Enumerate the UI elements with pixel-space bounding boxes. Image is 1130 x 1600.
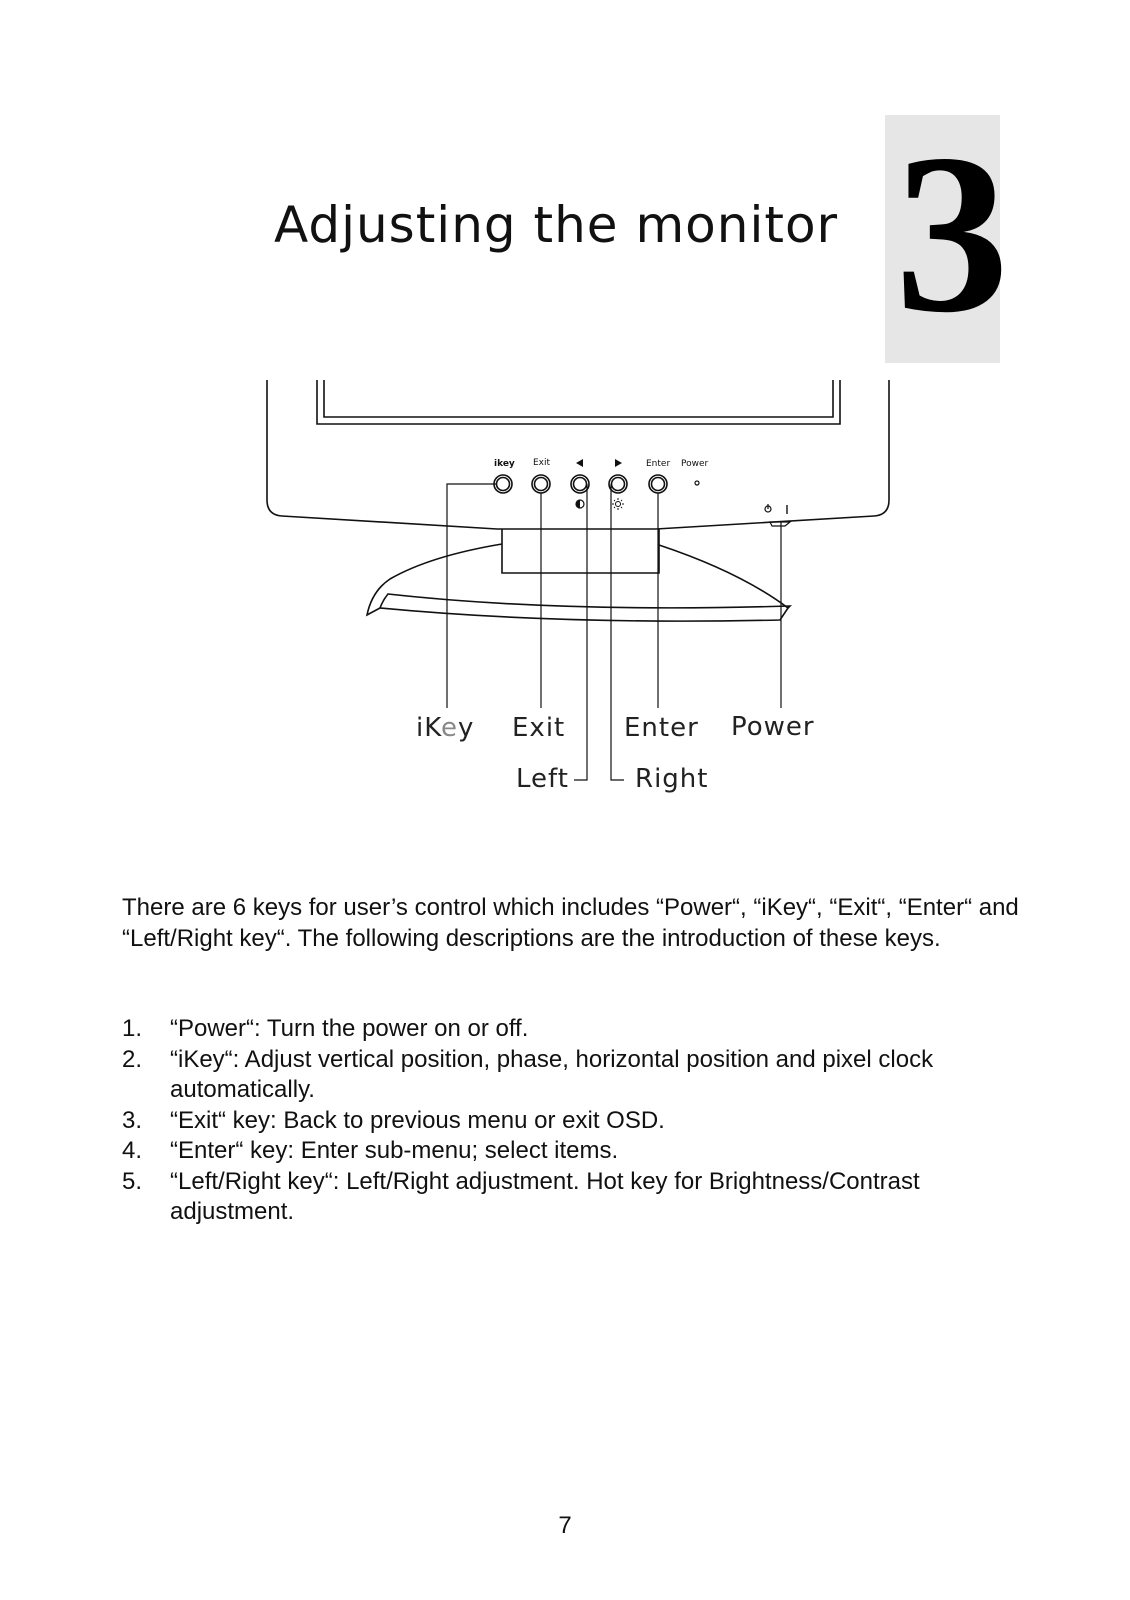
label-left: Left [516,764,569,794]
panel-label-exit: Exit [533,458,551,468]
list-item-text: “Left/Right key“: Left/Right adjustment. Hot key for Brightness/Contrast adjustment. [170,1167,920,1225]
list-item-number: 4. [122,1137,143,1164]
label-enter: Enter [624,713,699,743]
monitor-neck [502,529,659,573]
brightness-icon [612,498,624,510]
panel-label-enter: Enter [646,459,671,469]
chapter-number: 3 [895,108,1009,360]
label-exit: Exit [512,713,566,743]
list-item-number: 3. [122,1106,143,1134]
label-ikey-k: K [424,713,441,743]
list-item-number: 1. [122,1015,143,1042]
list-item-number: 2. [122,1045,143,1073]
contrast-icon [576,500,584,508]
list-item [122,1167,1037,1228]
stand-base [367,544,788,621]
list-item-text: “iKey“: Adjust vertical position, phase, horizontal position and pixel clock automatically. [170,1045,934,1103]
label-ikey-y: y [458,713,475,743]
list-item [122,1014,1037,1045]
label-right: Right [635,764,709,794]
list-item-number: 5. [122,1167,143,1195]
power-led-icon [695,481,699,485]
list-item-text: “Exit“ key: Back to previous menu or exit OSD. [170,1106,665,1134]
left-arrow-icon [576,459,583,467]
label-ikey [416,713,474,743]
list-item-text: “Power“: Turn the power on or off. [170,1015,529,1042]
key-descriptions-list [122,1014,1037,1228]
ikey-leader [447,484,496,708]
list-item-text: “Enter“ key: Enter sub-menu; select items. [170,1137,619,1164]
label-ikey-e: e [441,713,458,743]
label-power: Power [731,712,815,742]
list-item [122,1045,1037,1106]
list-item [122,1136,1037,1167]
panel-label-ikey: ikey [494,459,515,469]
intro-paragraph: There are 6 keys for user’s control which includes “Power“, “iKey“, “Exit“, “Enter“ and “Left/Right key“. The following descriptions are the introduction of these keys. [122,894,1019,952]
label-ikey-i: i [416,713,425,743]
list-item [122,1106,1037,1137]
page-number: 7 [558,1512,572,1539]
chapter-title: Adjusting the monitor [274,196,839,254]
panel-label-power: Power [681,459,709,469]
right-arrow-icon [615,459,622,467]
